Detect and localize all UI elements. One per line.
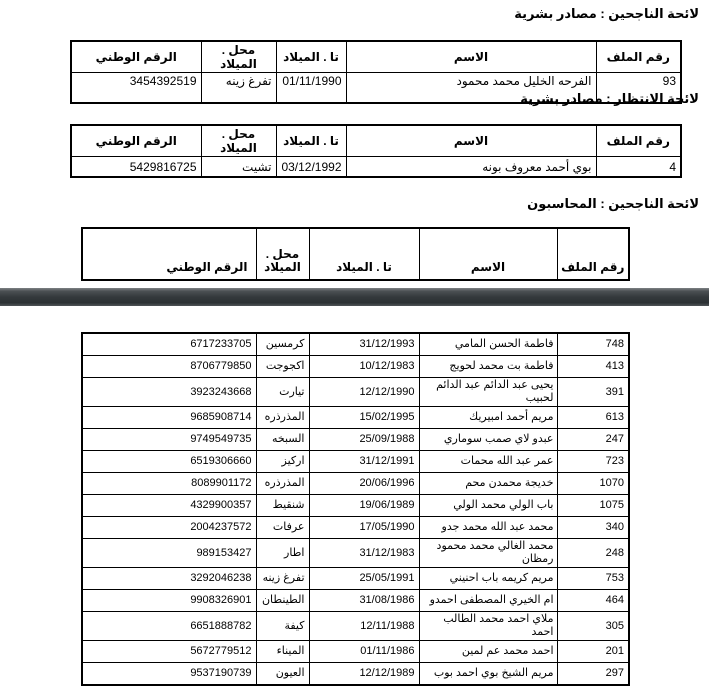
- national-id-value: 3454392519: [129, 74, 197, 88]
- birth-date-cell: [309, 641, 419, 663]
- national-id-value: 9537190739: [190, 667, 252, 679]
- name-cell: عمر عبد الله محمات: [419, 451, 557, 473]
- file-number-value: 297: [605, 667, 624, 679]
- table-row: [82, 473, 629, 495]
- header-cell-birth-place: [256, 228, 309, 280]
- birth-place-cell: اكجوجت: [256, 356, 309, 378]
- national-id-value: 989153427: [196, 546, 252, 559]
- table-row: [82, 333, 629, 356]
- birth-place-cell: السبخه: [256, 429, 309, 451]
- header-cell-name: الاسم: [346, 125, 596, 157]
- header-cell-birth-date: تا . الميلاد: [276, 41, 346, 73]
- header-cell-name: الاسم: [346, 41, 596, 73]
- national-id-cell: [82, 539, 256, 568]
- birth-place-cell: الطينطان: [256, 590, 309, 612]
- birth-date-cell: [309, 612, 419, 641]
- header-cell-national-id: الرقم الوطني: [71, 125, 201, 157]
- national-id-cell: [82, 378, 256, 407]
- birth-date-value: 20/06/1996: [359, 477, 415, 489]
- national-id-value: 2004237572: [190, 521, 252, 533]
- birth-date-cell: [309, 539, 419, 568]
- birth-date-cell: [309, 568, 419, 590]
- birth-date-value: 15/02/1995: [359, 411, 415, 423]
- birth-date-value: 12/11/1988: [360, 619, 415, 632]
- table-row: [82, 641, 629, 663]
- birth-place-cell: الميناء: [256, 641, 309, 663]
- header-cell-birth-place: محل . الميلاد: [201, 125, 276, 157]
- name-cell: باب الولي محمد الولي: [419, 495, 557, 517]
- birth-place-cell: تيارت: [256, 378, 309, 407]
- file-number-cell: [557, 663, 629, 686]
- table-header-row: [71, 125, 681, 157]
- birth-date-cell: [309, 590, 419, 612]
- header-cell-birth-place: محل . الميلاد: [201, 41, 276, 73]
- birth-place-cell: اركيز: [256, 451, 309, 473]
- section2-title: لائحة الانتظار : مصادر بشرية: [520, 91, 699, 106]
- table-row: [82, 590, 629, 612]
- file-number-value: 340: [605, 521, 624, 533]
- name-cell: خديجة محمدن محم: [419, 473, 557, 495]
- section3-title: لائحة الناجحين : المحاسبون: [527, 196, 699, 211]
- file-number-value: 413: [605, 360, 624, 372]
- national-id-value: 6717233705: [190, 338, 252, 350]
- file-number-cell: [557, 333, 629, 356]
- file-number-cell: [596, 157, 681, 178]
- birth-date-cell: [309, 517, 419, 539]
- birth-date-value: 01/11/1990: [282, 74, 342, 88]
- national-id-value: 3923243668: [190, 385, 252, 398]
- file-number-value: 248: [605, 546, 624, 559]
- birth-date-value: 03/12/1992: [281, 159, 342, 174]
- birth-place-cell: العيون: [256, 663, 309, 686]
- national-id-value: 6651888782: [190, 619, 252, 632]
- table-row: [82, 495, 629, 517]
- header-cell-file-number: رقم الملف: [596, 125, 681, 157]
- national-id-cell: [82, 612, 256, 641]
- national-id-cell: [82, 407, 256, 429]
- birth-place-cell: كيفة: [256, 612, 309, 641]
- birth-date-value: 31/12/1991: [359, 455, 415, 467]
- birth-place-cell: تفرغ زينه: [256, 568, 309, 590]
- table-row: [82, 407, 629, 429]
- header-cell-file-number: رقم الملف: [557, 228, 629, 280]
- national-id-cell: [71, 73, 201, 104]
- birth-date-value: 17/05/1990: [359, 521, 415, 533]
- file-number-value: 613: [605, 411, 624, 423]
- file-number-cell: [557, 517, 629, 539]
- file-number-cell: [557, 378, 629, 407]
- birth-place-cell: المذرذره: [256, 407, 309, 429]
- birth-date-value: 31/08/1986: [359, 594, 415, 606]
- file-number-value: 464: [605, 594, 624, 606]
- birth-date-value: 25/09/1988: [359, 433, 415, 445]
- file-number-value: 723: [605, 455, 624, 467]
- file-number-value: 201: [605, 645, 624, 657]
- header-cell-birth-date: تا . الميلاد: [276, 125, 346, 157]
- birth-date-cell: [309, 473, 419, 495]
- birth-place-cell: اطار: [256, 539, 309, 568]
- file-number-cell: [557, 495, 629, 517]
- file-number-value: 753: [605, 572, 624, 584]
- national-id-value: 5429816725: [129, 159, 197, 174]
- birth-date-value: 10/12/1983: [359, 360, 415, 372]
- table-header-row: [82, 228, 629, 280]
- page-separator-bar: [0, 288, 709, 306]
- birth-date-value: 31/12/1993: [359, 338, 415, 350]
- name-cell: الفرحه الخليل محمد محمود: [346, 73, 596, 104]
- birth-date-value: 25/05/1991: [359, 572, 415, 584]
- table-row: [82, 663, 629, 686]
- file-number-cell: [557, 568, 629, 590]
- national-id-cell: [82, 641, 256, 663]
- name-cell: يحيى عبد الدائم عبد الدائم لحبيب: [419, 378, 557, 407]
- birth-date-cell: [276, 157, 346, 178]
- birth-date-cell: [309, 407, 419, 429]
- national-id-cell: [82, 473, 256, 495]
- file-number-cell: [557, 473, 629, 495]
- file-number-cell: [557, 407, 629, 429]
- file-number-value: 93: [662, 74, 676, 88]
- national-id-cell: [82, 590, 256, 612]
- table-row: [82, 429, 629, 451]
- header-cell-national-id: الرقم الوطني: [82, 228, 256, 280]
- national-id-value: 4329900357: [190, 499, 252, 511]
- national-id-value: 9749549735: [190, 433, 252, 445]
- birth-date-cell: [309, 451, 419, 473]
- table-row: [82, 451, 629, 473]
- birth-place-cell: تشيت: [201, 157, 276, 178]
- file-number-cell: [557, 451, 629, 473]
- birth-place-header-line1: محل .: [265, 247, 300, 261]
- name-cell: ملاي احمد محمد الطالب احمد: [419, 612, 557, 641]
- file-number-cell: [557, 356, 629, 378]
- table-row: [82, 539, 629, 568]
- table-row: [82, 568, 629, 590]
- national-id-cell: [82, 568, 256, 590]
- national-id-value: 3292046238: [190, 572, 252, 584]
- birth-date-value: 19/06/1989: [359, 499, 415, 511]
- name-cell: احمد محمد عم لمين: [419, 641, 557, 663]
- file-number-value: 305: [605, 619, 624, 632]
- header-cell-birth-date: تا . الميلاد: [309, 228, 419, 280]
- national-id-value: 8089901172: [191, 477, 252, 489]
- accountants-header-table: [81, 227, 630, 281]
- national-id-cell: [82, 429, 256, 451]
- name-cell: محمد الغالي محمد محمود رمظان: [419, 539, 557, 568]
- name-cell: مريم الشيخ بوي احمد بوب: [419, 663, 557, 686]
- file-number-cell: [557, 612, 629, 641]
- file-number-value: 1070: [599, 477, 624, 489]
- birth-date-cell: [309, 663, 419, 686]
- birth-date-value: 12/12/1989: [359, 667, 415, 679]
- national-id-cell: [82, 495, 256, 517]
- national-id-value: 9908326901: [190, 594, 252, 606]
- file-number-value: 748: [605, 338, 624, 350]
- accountants-body: [82, 333, 629, 685]
- header-cell-file-number: رقم الملف: [596, 41, 681, 73]
- file-number-value: 391: [605, 385, 624, 398]
- national-id-cell: [82, 451, 256, 473]
- birth-date-cell: [309, 356, 419, 378]
- file-number-value: 1075: [599, 499, 624, 511]
- name-cell: فاطمة بت محمد لحويج: [419, 356, 557, 378]
- table-row: [71, 157, 681, 178]
- name-cell: عبدو لاي صمب سوماري: [419, 429, 557, 451]
- header-cell-name: الاسم: [419, 228, 557, 280]
- national-id-value: 8706779850: [190, 360, 252, 372]
- table-row: [82, 378, 629, 407]
- name-cell: محمد عبد الله محمد جدو: [419, 517, 557, 539]
- national-id-cell: [71, 157, 201, 178]
- header-cell-national-id: الرقم الوطني: [71, 41, 201, 73]
- national-id-value: 6519306660: [190, 455, 252, 467]
- national-id-cell: [82, 663, 256, 686]
- section1-title: لائحة الناجحين : مصادر بشرية: [514, 6, 699, 21]
- name-cell: فاطمة الحسن المامي: [419, 333, 557, 356]
- file-number-cell: [557, 641, 629, 663]
- birth-date-cell: [309, 495, 419, 517]
- national-id-value: 5672779512: [190, 645, 252, 657]
- table-row: [82, 356, 629, 378]
- waiting-hr-table: [70, 124, 682, 178]
- table-row: [82, 612, 629, 641]
- table-row: [82, 517, 629, 539]
- national-id-value: 9685908714: [190, 411, 252, 423]
- accountants-body-table: [81, 332, 630, 686]
- birth-date-value: 01/11/1986: [360, 645, 415, 657]
- birth-date-cell: [309, 378, 419, 407]
- birth-place-cell: شنقيط: [256, 495, 309, 517]
- name-cell: مريم كريمه باب احنيني: [419, 568, 557, 590]
- table-header-row: [71, 41, 681, 73]
- national-id-cell: [82, 356, 256, 378]
- birth-date-cell: [276, 73, 346, 104]
- national-id-cell: [82, 333, 256, 356]
- name-cell: مريم أحمد امبيريك: [419, 407, 557, 429]
- birth-place-header-line2: الميلاد: [264, 260, 301, 274]
- birth-date-cell: [309, 333, 419, 356]
- birth-date-value: 31/12/1983: [359, 546, 415, 559]
- birth-place-cell: المذرذره: [256, 473, 309, 495]
- national-id-cell: [82, 517, 256, 539]
- file-number-value: 4: [669, 159, 676, 174]
- file-number-value: 247: [605, 433, 624, 445]
- birth-place-cell: كرمسين: [256, 333, 309, 356]
- birth-date-value: 12/12/1990: [359, 385, 415, 398]
- file-number-cell: [557, 590, 629, 612]
- file-number-cell: [557, 429, 629, 451]
- file-number-cell: [557, 539, 629, 568]
- name-cell: بوي أحمد معروف بونه: [346, 157, 596, 178]
- birth-place-cell: عرفات: [256, 517, 309, 539]
- birth-date-cell: [309, 429, 419, 451]
- birth-place-cell: تفرغ زينه: [201, 73, 276, 104]
- name-cell: ام الخيري المصطفى احمدو: [419, 590, 557, 612]
